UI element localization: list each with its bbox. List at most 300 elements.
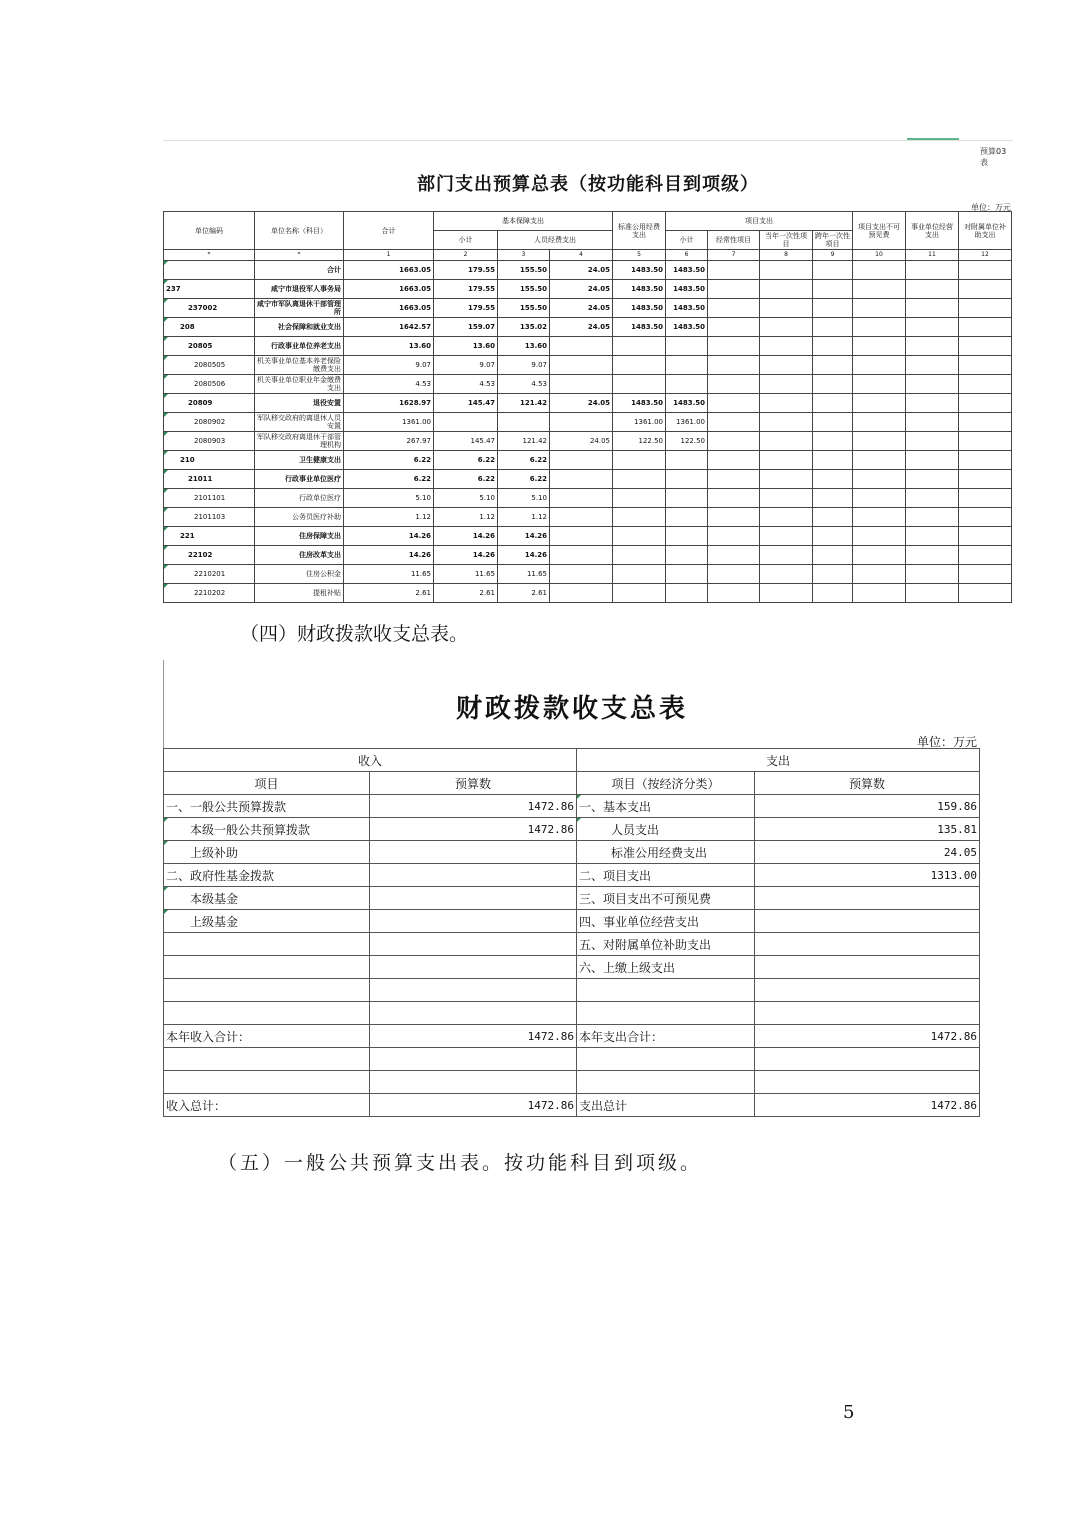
cell-empty: [959, 470, 1012, 489]
cell-empty: [760, 451, 813, 470]
cell-total: 14.26: [344, 527, 434, 546]
cell-name: 军队移交政府的离退休人员安置: [255, 413, 344, 432]
cell-b-per: 11.65: [498, 565, 550, 584]
cell-name: 住房公积金: [255, 565, 344, 584]
cell-empty: [708, 261, 760, 280]
cell-empty: [906, 584, 959, 603]
cell-p-rec: [666, 356, 708, 375]
cell-p-rec: [666, 546, 708, 565]
cell-empty: [853, 432, 906, 451]
cell-b-sub: 179.55: [434, 261, 498, 280]
cell-name: 住房保障支出: [255, 527, 344, 546]
cell-empty: [853, 280, 906, 299]
cell-empty: [813, 432, 853, 451]
cell-empty: [906, 337, 959, 356]
table-row: [164, 451, 1012, 470]
index-cell: 9: [813, 250, 853, 261]
expense-item: [577, 979, 755, 1002]
cell-p-sub: 1483.50: [613, 280, 666, 299]
cell-p-rec: [666, 337, 708, 356]
cell-b-pub: [550, 508, 613, 527]
dept-expenditure-table: [163, 211, 1012, 603]
cell-empty: [708, 584, 760, 603]
table-row: [164, 432, 1012, 451]
cell-empty: [708, 489, 760, 508]
cell-empty: [959, 451, 1012, 470]
cell-empty: [959, 546, 1012, 565]
cell-b-sub: 1.12: [434, 508, 498, 527]
cell-b-per: 4.53: [498, 375, 550, 394]
cell-total: 13.60: [344, 337, 434, 356]
cell-b-per: 121.42: [498, 432, 550, 451]
header-unit-code: 单位编码: [164, 212, 255, 250]
header-project-one-time: 当年一次性项目: [760, 231, 813, 250]
cell-empty: [906, 413, 959, 432]
cell-p-rec: [666, 508, 708, 527]
header-unit-name: 单位名称（科目）: [255, 212, 344, 250]
income-item: 上级补助: [164, 841, 370, 864]
expense-item: [577, 1071, 755, 1094]
cell-code: [164, 261, 255, 280]
table-row: [164, 1002, 980, 1025]
index-cell: *: [255, 250, 344, 261]
cell-name: 行政事业单位养老支出: [255, 337, 344, 356]
cell-empty: [708, 280, 760, 299]
expense-value: [755, 910, 980, 933]
cell-code: 2080505: [164, 356, 255, 375]
cell-empty: [959, 565, 1012, 584]
cell-empty: [708, 318, 760, 337]
expense-item: 支出总计: [577, 1094, 755, 1117]
cell-empty: [813, 451, 853, 470]
cell-empty: [708, 337, 760, 356]
cell-name: 咸宁市军队离退休干部管理所: [255, 299, 344, 318]
cell-p-rec: 122.50: [666, 432, 708, 451]
cell-empty: [708, 413, 760, 432]
cell-total: 267.97: [344, 432, 434, 451]
cell-empty: [708, 394, 760, 413]
cell-empty: [813, 470, 853, 489]
cell-total: 1663.05: [344, 280, 434, 299]
cell-b-per: 6.22: [498, 451, 550, 470]
table-row: [164, 1048, 980, 1071]
income-item: 上级基金: [164, 910, 370, 933]
cell-empty: [853, 299, 906, 318]
index-cell: 2: [434, 250, 498, 261]
cell-empty: [853, 527, 906, 546]
expense-item: [577, 1002, 755, 1025]
cell-empty: [708, 356, 760, 375]
cell-b-pub: 24.05: [550, 261, 613, 280]
income-value: 1472.86: [370, 795, 577, 818]
table-row: [164, 318, 1012, 337]
header-project-subtotal: 小计: [666, 231, 708, 250]
cell-empty: [853, 337, 906, 356]
col-budget2: 预算数: [755, 772, 980, 795]
cell-total: 1361.00: [344, 413, 434, 432]
header-project-multi-year: 跨年一次性项目: [813, 231, 853, 250]
cell-b-pub: [550, 565, 613, 584]
cell-code: 2210202: [164, 584, 255, 603]
cell-empty: [959, 261, 1012, 280]
cell-empty: [760, 337, 813, 356]
cell-b-per: [498, 413, 550, 432]
cell-p-sub: 1483.50: [613, 318, 666, 337]
cell-p-sub: [613, 546, 666, 565]
cell-empty: [813, 261, 853, 280]
cell-empty: [813, 280, 853, 299]
cell-empty: [760, 527, 813, 546]
expense-item: 二、项目支出: [577, 864, 755, 887]
cell-empty: [853, 489, 906, 508]
cell-empty: [959, 584, 1012, 603]
cell-empty: [708, 375, 760, 394]
cell-empty: [853, 413, 906, 432]
table-row: [164, 261, 1012, 280]
table-row: [164, 470, 1012, 489]
cell-empty: [760, 318, 813, 337]
cell-b-per: 6.22: [498, 470, 550, 489]
cell-p-rec: 1483.50: [666, 261, 708, 280]
cell-empty: [959, 508, 1012, 527]
expense-item: 人员支出: [577, 818, 755, 841]
table-row: [164, 910, 980, 933]
cell-p-rec: 1483.50: [666, 318, 708, 337]
cell-b-sub: 2.61: [434, 584, 498, 603]
cell-b-sub: [434, 413, 498, 432]
table-row: [164, 489, 1012, 508]
cell-empty: [906, 318, 959, 337]
income-value: 1472.86: [370, 1094, 577, 1117]
cell-empty: [853, 470, 906, 489]
cell-empty: [813, 565, 853, 584]
table2-unit: 单位：万元: [916, 735, 977, 749]
cell-name: 行政单位医疗: [255, 489, 344, 508]
cell-p-sub: [613, 470, 666, 489]
cell-empty: [906, 451, 959, 470]
cell-p-sub: [613, 508, 666, 527]
cell-empty: [760, 261, 813, 280]
cell-b-pub: 24.05: [550, 432, 613, 451]
cell-empty: [708, 451, 760, 470]
expense-item: 六、上缴上级支出: [577, 956, 755, 979]
cell-p-sub: 1483.50: [613, 261, 666, 280]
cell-code: 2080902: [164, 413, 255, 432]
expense-value: 24.05: [755, 841, 980, 864]
table-row: [164, 299, 1012, 318]
income-item: [164, 933, 370, 956]
cell-empty: [853, 375, 906, 394]
cell-empty: [708, 470, 760, 489]
income-item: [164, 979, 370, 1002]
cell-b-per: 155.50: [498, 261, 550, 280]
cell-p-sub: 1361.00: [613, 413, 666, 432]
table-row: [164, 394, 1012, 413]
table-row: [164, 887, 980, 910]
table-code: 预算03表: [980, 147, 1007, 167]
table-row: [164, 1071, 980, 1094]
cell-p-rec: [666, 451, 708, 470]
table-row: [164, 280, 1012, 299]
cell-code: 22102: [164, 546, 255, 565]
cell-total: 2.61: [344, 584, 434, 603]
cell-b-pub: [550, 451, 613, 470]
cell-empty: [959, 375, 1012, 394]
header-subsidiary: 对附属单位补助支出: [959, 212, 1012, 250]
cell-b-per: 121.42: [498, 394, 550, 413]
cell-total: 1663.05: [344, 261, 434, 280]
cell-name: 军队移交政府离退休干部管理机构: [255, 432, 344, 451]
cell-empty: [959, 280, 1012, 299]
cell-code: 208: [164, 318, 255, 337]
cell-total: 9.07: [344, 356, 434, 375]
table-row: [164, 508, 1012, 527]
table-row: [164, 933, 980, 956]
income-item: 二、政府性基金拨款: [164, 864, 370, 887]
income-value: [370, 1002, 577, 1025]
income-value: 1472.86: [370, 818, 577, 841]
cell-total: 1628.97: [344, 394, 434, 413]
cell-b-per: 9.07: [498, 356, 550, 375]
cell-b-sub: 13.60: [434, 337, 498, 356]
cell-b-per: 155.50: [498, 280, 550, 299]
index-cell: 6: [666, 250, 708, 261]
cell-empty: [853, 261, 906, 280]
page-number: 5: [843, 1402, 855, 1423]
cell-b-pub: 24.05: [550, 280, 613, 299]
cell-b-sub: 179.55: [434, 299, 498, 318]
expense-item: 本年支出合计：: [577, 1025, 755, 1048]
selection-mark: [907, 138, 959, 140]
cell-p-rec: [666, 565, 708, 584]
income-value: [370, 1071, 577, 1094]
cell-empty: [906, 261, 959, 280]
income-item: [164, 1071, 370, 1094]
cell-total: 11.65: [344, 565, 434, 584]
cell-empty: [906, 527, 959, 546]
section-heading-5: （五）一般公共预算支出表。按功能科目到项级。: [218, 1152, 703, 1174]
header-business: 事业单位经营支出: [906, 212, 959, 250]
income-header: 收入: [164, 749, 577, 772]
expense-value: 1472.86: [755, 1094, 980, 1117]
cell-code: 2080506: [164, 375, 255, 394]
cell-total: 14.26: [344, 546, 434, 565]
cell-empty: [906, 489, 959, 508]
cell-empty: [760, 489, 813, 508]
col-item-econ: 项目（按经济分类）: [577, 772, 755, 795]
income-item: 收入总计：: [164, 1094, 370, 1117]
income-value: [370, 979, 577, 1002]
cell-empty: [708, 299, 760, 318]
income-item: [164, 956, 370, 979]
income-value: [370, 887, 577, 910]
cell-empty: [708, 432, 760, 451]
cell-empty: [708, 546, 760, 565]
cell-b-sub: 5.10: [434, 489, 498, 508]
cell-empty: [853, 451, 906, 470]
cell-empty: [906, 280, 959, 299]
expense-value: [755, 887, 980, 910]
expense-value: [755, 1002, 980, 1025]
expense-value: [755, 979, 980, 1002]
cell-empty: [760, 394, 813, 413]
cell-empty: [906, 375, 959, 394]
cell-empty: [853, 565, 906, 584]
table-row: [164, 527, 1012, 546]
cell-b-pub: [550, 375, 613, 394]
cell-name: 退役安置: [255, 394, 344, 413]
index-cell: 12: [959, 250, 1012, 261]
cell-empty: [760, 546, 813, 565]
income-item: 一、一般公共预算拨款: [164, 795, 370, 818]
cell-b-per: 13.60: [498, 337, 550, 356]
cell-empty: [813, 318, 853, 337]
cell-p-sub: [613, 375, 666, 394]
income-item: 本年收入合计：: [164, 1025, 370, 1048]
cell-empty: [813, 508, 853, 527]
cell-b-pub: [550, 584, 613, 603]
income-value: [370, 841, 577, 864]
cell-b-pub: [550, 489, 613, 508]
cell-code: 2101103: [164, 508, 255, 527]
cell-b-pub: 24.05: [550, 299, 613, 318]
cell-empty: [760, 280, 813, 299]
cell-empty: [760, 584, 813, 603]
cell-empty: [906, 546, 959, 565]
cell-empty: [853, 356, 906, 375]
cell-p-sub: 1483.50: [613, 394, 666, 413]
cell-empty: [959, 489, 1012, 508]
cell-p-sub: 1483.50: [613, 299, 666, 318]
cell-empty: [760, 470, 813, 489]
cell-p-sub: [613, 451, 666, 470]
table-row: [164, 584, 1012, 603]
table-row: [164, 337, 1012, 356]
table-row: [164, 795, 980, 818]
cell-p-rec: 1483.50: [666, 394, 708, 413]
expense-value: [755, 1071, 980, 1094]
cell-name: 公务员医疗补助: [255, 508, 344, 527]
cell-b-pub: [550, 413, 613, 432]
cell-b-per: 2.61: [498, 584, 550, 603]
cell-b-sub: 6.22: [434, 470, 498, 489]
cell-empty: [906, 432, 959, 451]
header-basic-personnel: 人员经费支出: [498, 231, 613, 250]
income-item: 本级基金: [164, 887, 370, 910]
header-project: 项目支出: [666, 212, 853, 231]
cell-b-per: 135.02: [498, 318, 550, 337]
table-row: [164, 413, 1012, 432]
cell-empty: [708, 508, 760, 527]
expense-item: 五、对附属单位补助支出: [577, 933, 755, 956]
table-row: [164, 864, 980, 887]
cell-b-sub: 145.47: [434, 432, 498, 451]
cell-name: 社会保障和就业支出: [255, 318, 344, 337]
table-row: [164, 546, 1012, 565]
cell-empty: [853, 394, 906, 413]
cell-empty: [959, 432, 1012, 451]
income-value: [370, 956, 577, 979]
cell-p-rec: 1483.50: [666, 299, 708, 318]
cell-total: 6.22: [344, 470, 434, 489]
cell-empty: [853, 318, 906, 337]
cell-empty: [708, 527, 760, 546]
expense-value: 1472.86: [755, 1025, 980, 1048]
income-value: [370, 864, 577, 887]
header-basic-subtotal: 小计: [434, 231, 498, 250]
cell-b-per: 1.12: [498, 508, 550, 527]
index-cell: 5: [613, 250, 666, 261]
cell-b-sub: 9.07: [434, 356, 498, 375]
cell-empty: [959, 299, 1012, 318]
header-unforeseen: 项目支出不可预见费: [853, 212, 906, 250]
cell-code: 2080903: [164, 432, 255, 451]
section-heading-4: （四）财政拨款收支总表。: [240, 623, 469, 645]
income-item: 本级一般公共预算拨款: [164, 818, 370, 841]
index-cell: 1: [344, 250, 434, 261]
expense-item: 四、事业单位经营支出: [577, 910, 755, 933]
cell-empty: [813, 413, 853, 432]
cell-b-sub: 6.22: [434, 451, 498, 470]
cell-empty: [760, 413, 813, 432]
cell-empty: [853, 508, 906, 527]
index-cell: 8: [760, 250, 813, 261]
cell-empty: [959, 356, 1012, 375]
cell-p-sub: [613, 489, 666, 508]
cell-b-per: 14.26: [498, 527, 550, 546]
table-row: [164, 375, 1012, 394]
cell-empty: [760, 299, 813, 318]
header-project-recurring: 经常性项目: [708, 231, 760, 250]
cell-empty: [853, 546, 906, 565]
cell-code: 221: [164, 527, 255, 546]
cell-total: 1642.57: [344, 318, 434, 337]
table1-unit: 单位：万元: [971, 203, 1011, 212]
index-cell: 4: [550, 250, 613, 261]
table-row: [164, 1025, 980, 1048]
cell-code: 210: [164, 451, 255, 470]
cell-code: 237002: [164, 299, 255, 318]
cell-p-sub: 122.50: [613, 432, 666, 451]
cell-empty: [959, 318, 1012, 337]
cell-code: 21011: [164, 470, 255, 489]
expense-item: 一、基本支出: [577, 795, 755, 818]
income-value: [370, 933, 577, 956]
cell-empty: [813, 394, 853, 413]
cell-name: 提租补贴: [255, 584, 344, 603]
cell-empty: [760, 375, 813, 394]
expense-value: [755, 1048, 980, 1071]
cell-name: 机关事业单位基本养老保险缴费支出: [255, 356, 344, 375]
cell-b-pub: [550, 546, 613, 565]
expense-value: 159.86: [755, 795, 980, 818]
col-item: 项目: [164, 772, 370, 795]
divider: [163, 140, 1013, 141]
table-row: [164, 956, 980, 979]
cell-empty: [760, 508, 813, 527]
index-row: [164, 250, 1012, 261]
cell-empty: [813, 375, 853, 394]
expense-value: [755, 933, 980, 956]
cell-name: 机关事业单位职业年金缴费支出: [255, 375, 344, 394]
cell-p-rec: 1361.00: [666, 413, 708, 432]
cell-b-sub: 14.26: [434, 527, 498, 546]
cell-p-sub: [613, 356, 666, 375]
header-basic-public: 标准公用经费支出: [613, 212, 666, 250]
cell-empty: [959, 413, 1012, 432]
cell-p-sub: [613, 527, 666, 546]
cell-p-sub: [613, 565, 666, 584]
